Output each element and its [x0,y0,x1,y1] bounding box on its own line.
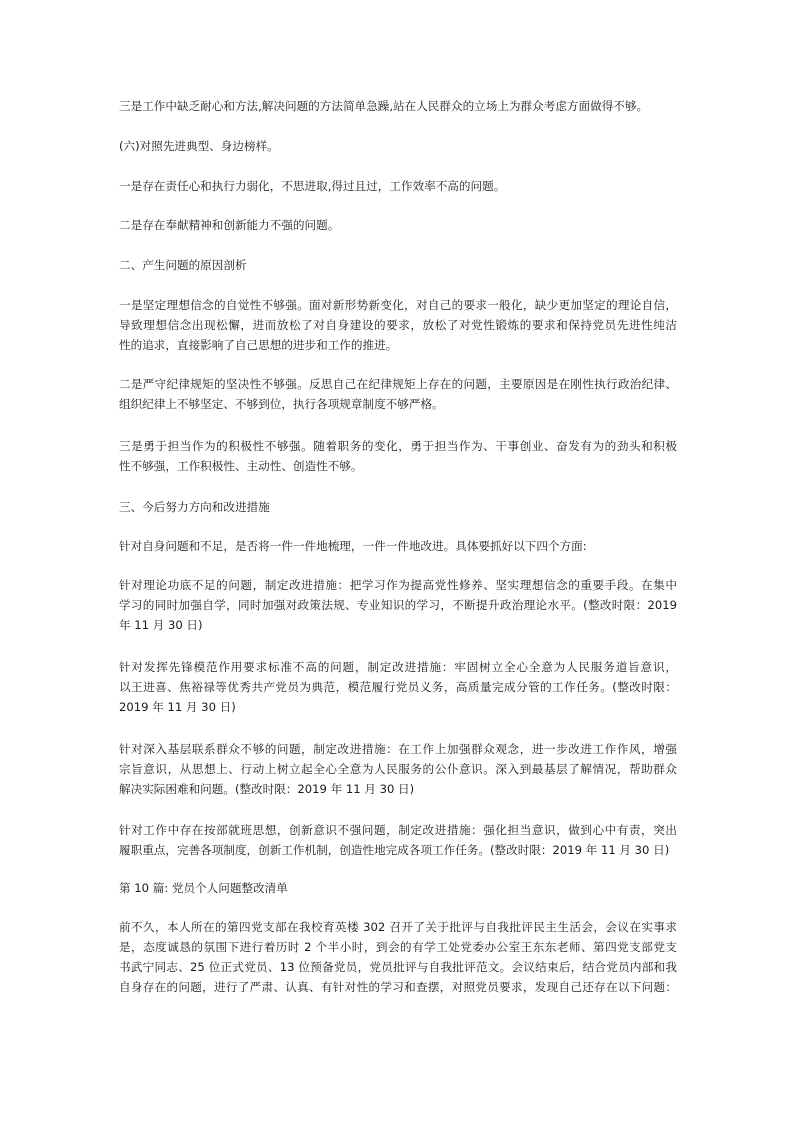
text-line: 针对发挥先锋模范作用要求标准不高的问题，制定改进措施：牢固树立全心全意为人民服务道旨意识， [119,660,677,674]
paragraph [119,215,677,235]
section-heading [119,497,677,517]
paragraph [119,917,677,997]
article-title [119,878,677,898]
text-line: 针对理论功底不足的问题，制定改进措施：把学习作为提高党性修养、坚实理想信念的重要手段。在集中 [119,578,677,592]
text-line: 二是存在奉献精神和创新能力不强的问题。 [119,218,340,232]
paragraph [119,820,677,860]
text-line: 宗旨意识，从思想上、行动上树立起全心全意为人民服务的公仆意识。深入到最基层了解情况，帮助群众 [119,762,677,776]
text-line: 性不够强，工作积极性、主动性、创造性不够。 [119,459,363,473]
paragraph [119,295,677,355]
text-line: 书武宁同志、25 位正式党员、13 位预备党员，党员批评与自我批评范文。会议结束后，结合党员内部和我 [119,960,677,974]
text-line: 导致理想信念出现松懈，进而放松了对自身建设的要求，放松了对党性锻炼的要求和保持党员先进性纯洁 [119,318,677,332]
text-line: 履职重点，完善各项制度，创新工作机制，创造性地完成各项工作任务。(整改时限：2019 年 11 月 30 日) [119,843,670,857]
paragraph [119,176,677,196]
paragraph [119,575,677,635]
text-line: 以王进喜、焦裕禄等优秀共产党员为典范，模范履行党员义务，高质量完成分管的工作任务。(整改时限： [119,680,677,694]
text-line: 学习的同时加强自学，同时加强对政策法规、专业知识的学习，不断提升政治理论水平。(整改时限：2019 [119,598,677,612]
text-line: 组织纪律上不够坚定、不够到位，执行各项规章制度不够严格。 [119,397,444,411]
text-line: 针对深入基层联系群众不够的问题，制定改进措施：在工作上加强群众观念，进一步改进工作作风，增强 [119,742,677,756]
text-line: 针对自身问题和不足，是否将一件一件地梳理，一件一件地改进。具体要抓好以下四个方面: [119,539,587,553]
paragraph [119,739,677,799]
text-line: 性的追求，直接影响了自己思想的进步和工作的推进。 [119,338,398,352]
paragraph [119,96,677,116]
text-line: 年 11 月 30 日) [119,618,203,632]
text-line: 是，态度诚恳的氛围下进行着历时 2 个半小时，到会的有学工处党委办公室王东东老师、第四党支部党支 [119,940,677,954]
paragraph [119,374,677,414]
text-line: 一是坚定理想信念的自觉性不够强。面对新形势新变化，对自己的要求一般化，缺少更加坚定的理论自信， [119,298,677,312]
text-line: 三是工作中缺乏耐心和方法,解决问题的方法简单急躁,站在人民群众的立场上为群众考虑方面做得不够。 [119,99,649,113]
text-line: (六)对照先进典型、身边榜样。 [119,139,279,153]
text-line: 针对工作中存在按部就班思想，创新意识不强问题，制定改进措施：强化担当意识，做到心中有责，突出 [119,823,677,837]
text-line: 三是勇于担当作为的积极性不够强。随着职务的变化，勇于担当作为、干事创业、奋发有为的劲头和积极 [119,439,677,453]
paragraph [119,536,677,556]
text-line: 前不久，本人所在的第四党支部在我校育英楼 302 召开了关于批评与自我批评民主生活会，会议在实事求 [119,920,677,934]
text-line: 二、产生问题的原因剖析 [119,258,247,272]
text-line: 三、今后努力方向和改进措施 [119,500,270,514]
text-line: 2019 年 11 月 30 日) [119,700,236,714]
section-heading [119,255,677,275]
text-line: 一是存在责任心和执行力弱化，不思进取,得过且过，工作效率不高的问题。 [119,179,506,193]
text-line: 自身存在的问题，进行了严肃、认真、有针对性的学习和查摆，对照党员要求，发现自己还存在以下问题： [119,980,677,994]
text-line: 第 10 篇: 党员个人问题整改清单 [119,881,288,895]
text-line: 解决实际困难和问题。(整改时限：2019 年 11 月 30 日) [119,782,415,796]
paragraph [119,436,677,476]
section-heading [119,136,677,156]
paragraph [119,657,677,717]
text-line: 二是严守纪律规矩的坚决性不够强。反思自己在纪律规矩上存在的问题，主要原因是在刚性执行政治纪律、 [119,377,677,391]
